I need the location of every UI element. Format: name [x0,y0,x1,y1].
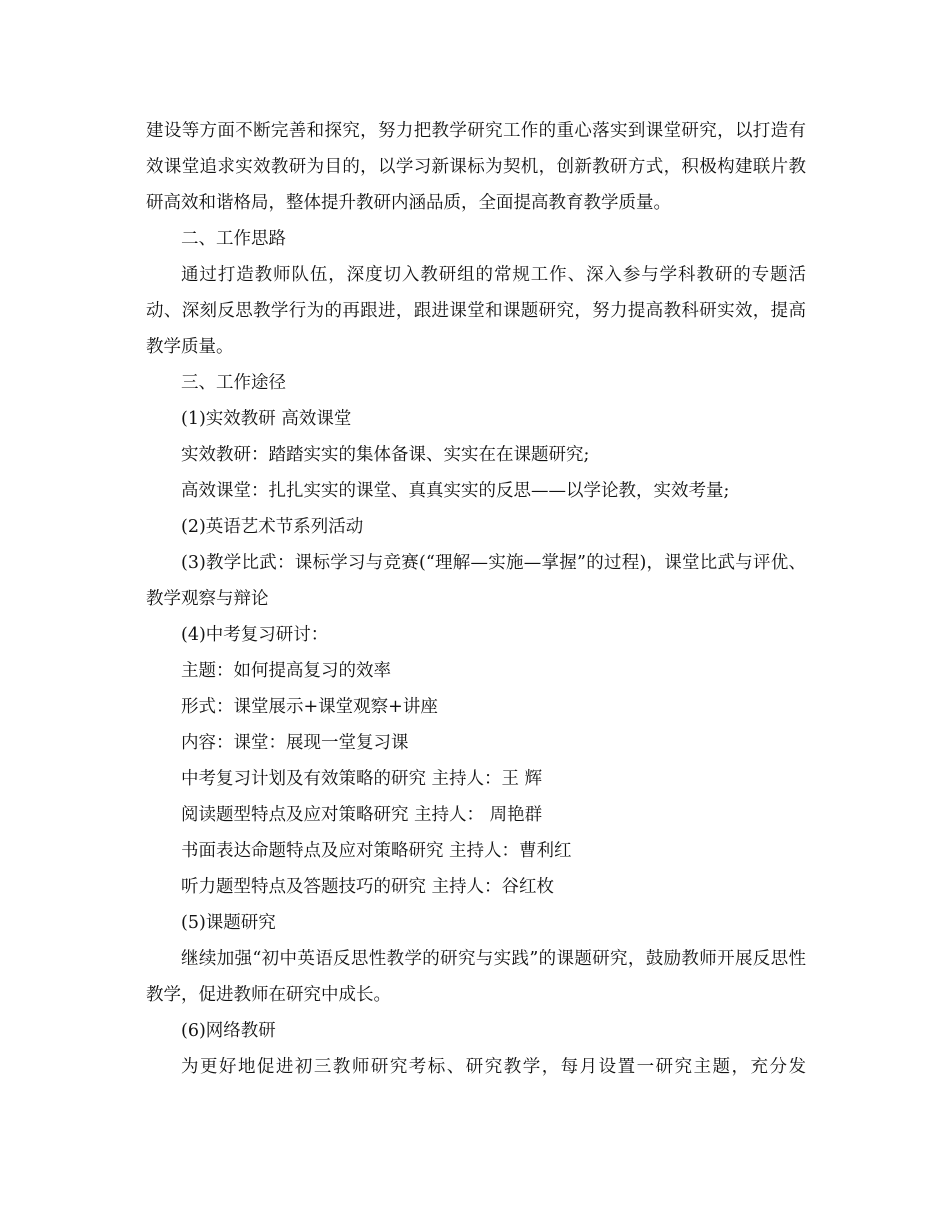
list-item: (1)实效教研 高效课堂 [181,409,352,429]
document-body [146,113,806,1085]
paragraph: 形式：课堂展示+课堂观察+讲座 [181,697,438,717]
paragraph: 阅读题型特点及应对策略研究 主持人： 周艳群 [181,805,543,825]
paragraph: 听力题型特点及答题技巧的研究 主持人：谷红枚 [181,877,555,897]
list-item: (4)中考复习研讨： [181,625,329,645]
paragraph: 建设等方面不断完善和探究，努力把教学研究工作的重心落实到课堂研究，以打造有效课堂追求实效教研为目的，以学习新课标为契机，创新教研方式，积极构建联片教研高效和谐格局，整体提升教研内涵品质，全面提高教育教学质量。 [146,121,806,213]
paragraph: 通过打造教师队伍，深度切入教研组的常规工作、深入参与学科教研的专题活动、深刻反思教学行为的再跟进，跟进课堂和课题研究，努力提高教科研实效，提高教学质量。 [146,265,806,357]
list-item: (3)教学比武：课标学习与竞赛(“理解—实施—掌握”的过程)，课堂比武与评优、教学观察与辩论 [146,553,806,609]
paragraph: 实效教研：踏踏实实的集体备课、实实在在课题研究; [181,445,590,465]
section-heading: 三、工作途径 [181,373,286,393]
list-item: (6)网络教研 [181,1021,276,1041]
paragraph: 高效课堂：扎扎实实的课堂、真真实实的反思——以学论教，实效考量; [181,481,730,501]
paragraph: 书面表达命题特点及应对策略研究 主持人：曹利红 [181,841,572,861]
paragraph: 继续加强“初中英语反思性教学的研究与实践”的课题研究，鼓励教师开展反思性教学，促进教师在研究中成长。 [146,949,806,1005]
section-heading: 二、工作思路 [181,229,286,249]
paragraph: 中考复习计划及有效策略的研究 主持人：王 辉 [181,769,543,789]
list-item: (5)课题研究 [181,913,276,933]
paragraph: 内容：课堂：展现一堂复习课 [181,733,409,753]
paragraph: 主题：如何提高复习的效率 [181,661,391,681]
paragraph: 为更好地促进初三教师研究考标、研究教学，每月设置一研究主题，充分发 [181,1057,806,1077]
list-item: (2)英语艺术节系列活动 [181,517,364,537]
